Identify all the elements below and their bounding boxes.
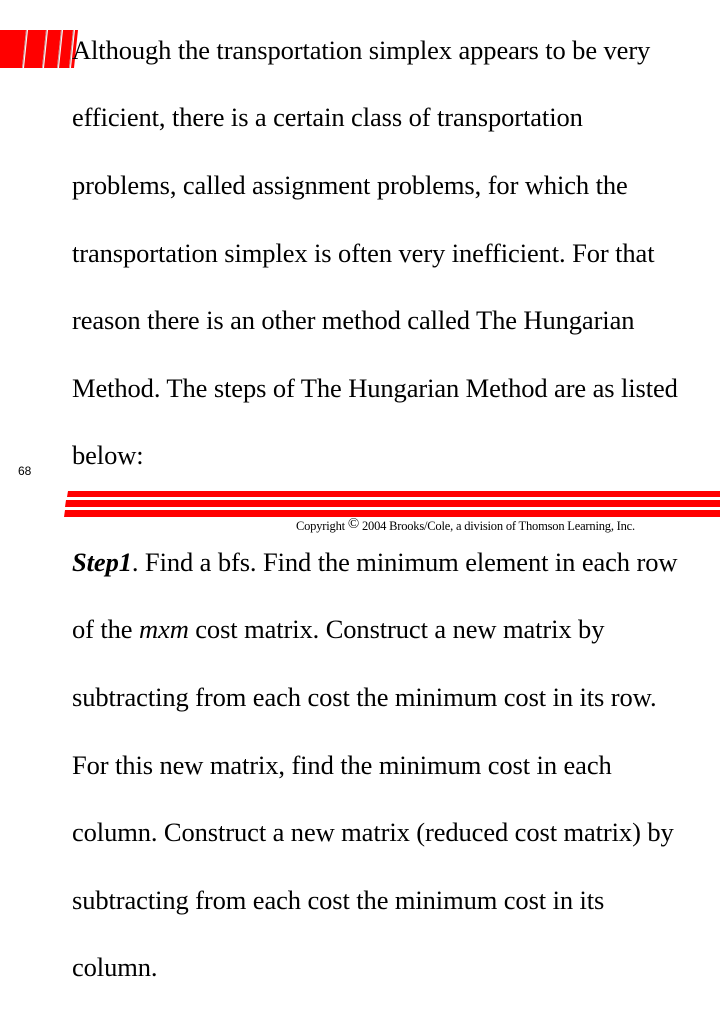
matrix-dimension: mxm bbox=[139, 614, 189, 645]
intro-line: Method. The steps of The Hungarian Method are as listed bbox=[72, 372, 678, 403]
step1-line bbox=[72, 546, 720, 580]
red-stripes-divider bbox=[64, 489, 720, 519]
copyright-prefix: Copyright bbox=[296, 519, 345, 533]
step1-text: cost matrix. Construct a new matrix by bbox=[188, 614, 605, 645]
intro-line: reason there is an other method called The Hungarian bbox=[72, 305, 635, 336]
step1-line: For this new matrix, find the minimum cost in each bbox=[72, 749, 612, 780]
intro-paragraph bbox=[72, 0, 720, 507]
copyright-icon: © bbox=[347, 516, 360, 532]
page-number: 68 bbox=[18, 464, 32, 478]
intro-line: below: bbox=[72, 440, 144, 471]
copyright-notice bbox=[296, 518, 635, 535]
step1-text: . Find a bfs. Find the minimum element in each row bbox=[131, 546, 678, 577]
step1-line: subtracting from each cost the minimum cost in its row. bbox=[72, 681, 657, 712]
intro-line: problems, called assignment problems, for which the bbox=[72, 169, 628, 200]
step1-paragraph bbox=[72, 512, 720, 1019]
step1-label: Step1 bbox=[72, 546, 132, 577]
step1-line: column. bbox=[72, 952, 158, 983]
step1-text: of the bbox=[72, 614, 139, 645]
copyright-text: 2004 Brooks/Cole, a division of Thomson Learning, Inc. bbox=[361, 519, 635, 533]
intro-line: efficient, there is a certain class of transportation bbox=[72, 102, 583, 133]
red-striped-block-icon bbox=[0, 30, 80, 68]
intro-line: Although the transportation simplex appears to be very bbox=[72, 34, 651, 65]
step1-line: subtracting from each cost the minimum cost in its bbox=[72, 884, 605, 915]
step1-line: column. Construct a new matrix (reduced cost matrix) by bbox=[72, 817, 674, 848]
step1-line bbox=[72, 613, 720, 647]
intro-line: transportation simplex is often very inefficient. For that bbox=[72, 237, 655, 268]
